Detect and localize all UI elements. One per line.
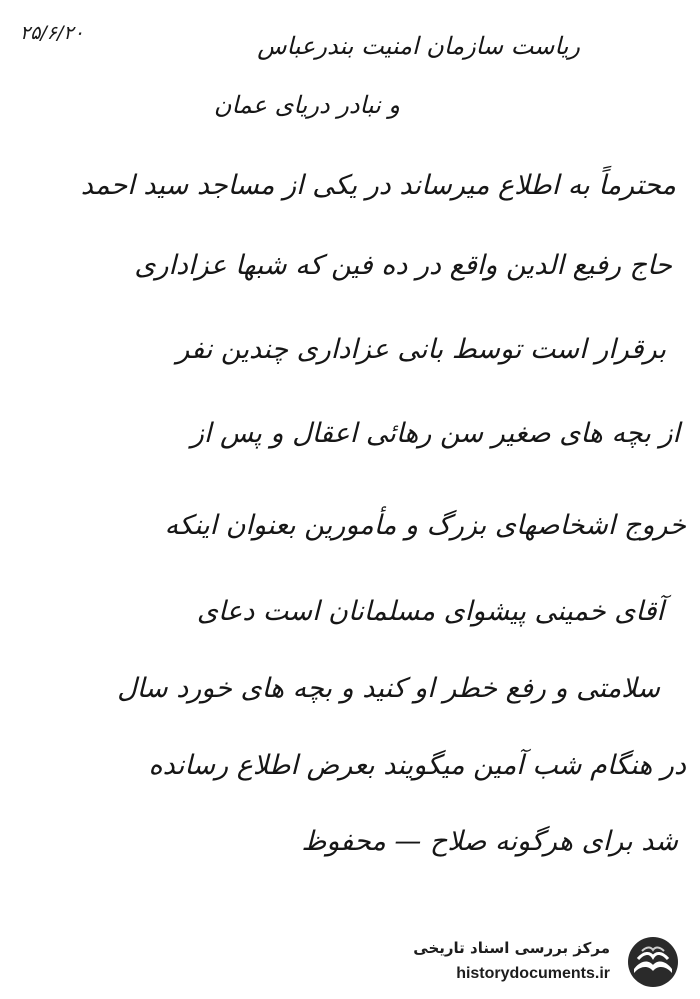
body-line-2: حاج رفیع الدین واقع در ده فین که شبها عزاداری (134, 250, 672, 281)
body-line-5: خروج اشخاصهای بزرگ و مأمورین بعنوان اینکه (164, 510, 686, 541)
header-line-2: و نبادر دریای عمان (213, 91, 400, 119)
watermark-title: مرکز بررسی اسناد تاریخی (413, 939, 610, 957)
body-line-6: آقای خمینی پیشوای مسلمانان است دعای (196, 596, 664, 627)
body-line-3: برقرار است توسط بانی عزاداری چندین نفر (176, 334, 666, 365)
watermark (413, 933, 688, 991)
document-date: ۲۵/۶/۲۰ (20, 22, 84, 44)
open-book-logo-icon (622, 935, 684, 989)
watermark-url: historydocuments.ir (456, 965, 610, 982)
header-line-1: ریاست سازمان امنیت بندرعباس (257, 32, 580, 60)
body-line-8: در هنگام شب آمین میگویند بعرض اطلاع رسانده (148, 750, 686, 781)
body-line-7: سلامتی و رفع خطر او کنید و بچه های خورد سال (117, 673, 660, 704)
body-line-1: محترماً به اطلاع میرساند در یکی از مساجد سید احمد (80, 170, 676, 201)
body-line-4: از بچه های صغیر سن رهائی اعقال و پس از (190, 418, 680, 449)
body-line-9: شد برای هرگونه صلاح — محفوظ (301, 826, 678, 857)
